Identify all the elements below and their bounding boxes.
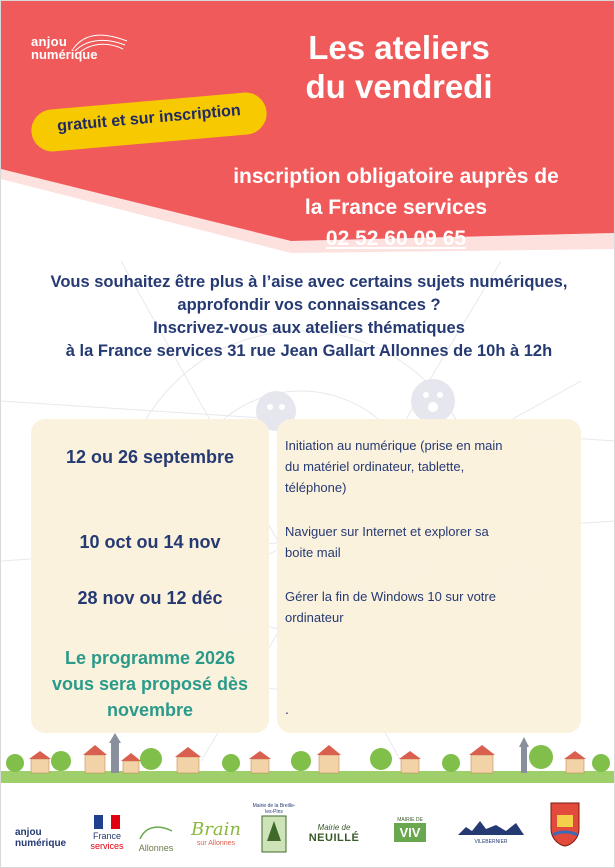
session-desc-1 [285,435,575,498]
footer-viv: VIV [394,823,427,842]
footer-anjou-l1: anjou [15,827,42,838]
bullet-dot: . [285,701,289,717]
footer-france-l2: services [90,841,124,851]
programme-line-1: Le programme 2026 [64,648,236,668]
session-1-desc-line: Initiation au numérique (prise en main [285,438,503,453]
village-illustration [1,733,615,783]
session-3-desc-line: Gérer la fin de Windows 10 sur votre [285,589,496,604]
intro-line-2: approfondir vos connaissances ? [177,296,441,314]
crest-shield-icon [549,801,581,847]
partner-logos [1,791,615,868]
allonnes-logo [129,823,183,853]
session-desc-2 [285,521,575,563]
allonnes-leaf-icon [136,823,176,841]
footer-mairie-small: Mairie de la Breille-les-Pins [252,803,296,815]
title-line-2: du vendredi [305,68,493,105]
programme-2026-note [31,645,269,723]
france-services-logo [87,815,127,851]
session-1-desc-line: téléphone) [285,480,347,495]
footer-brain-l2: sur Allonnes [196,840,236,847]
neuille-logo [301,823,367,844]
title-line-1: Les ateliers [308,29,490,66]
logo-line-1: anjou [31,34,68,49]
vilebernier-logo [449,819,533,845]
inscription-line-2: la France services [304,196,488,219]
intro-line-1: Vous souhaitez être plus à l’aise avec certains sujets numériques, [50,273,568,291]
session-2-desc-line: Naviguer sur Internet et explorer sa [285,524,489,539]
intro-line-4: à la France services 31 rue Jean Gallart Allonnes de 10h à 12h [65,342,553,360]
badge-text: gratuit et sur inscription [56,102,242,135]
footer-france-l1: France [92,831,121,841]
footer-neuille-l1: Mairie de [317,823,351,832]
session-date-1: 12 ou 26 septembre [65,447,235,467]
inscription-block [186,161,606,254]
session-date-2: 10 oct ou 14 nov [79,532,221,552]
intro-line-3: Inscrivez-vous aux ateliers thématiques [153,319,465,337]
brain-allonnes-logo [187,819,245,847]
skyline-icon [456,819,526,837]
footer-anjou-l2: numérique [15,838,67,849]
intro-text [9,271,609,363]
inscription-line-1: inscription obligatoire auprès de [233,165,559,188]
programme-line-3: novembre [106,700,194,720]
session-date-3: 28 nov ou 12 déc [77,588,223,608]
footer-neuille-l2: NEUILLÉ [308,832,360,844]
breille-les-pins-logo [251,803,297,855]
programme-line-2: vous sera proposé dès [51,674,249,694]
anjou-numerique-footer-logo [15,827,79,849]
session-3-desc-line: ordinateur [285,610,344,625]
session-desc-3 [285,586,575,628]
town-crest-logo [547,801,583,849]
phone-number[interactable]: 02 52 60 09 65 [325,227,467,250]
vivy-logo [381,817,439,842]
logo-swirl-icon [71,29,131,59]
breille-crest-icon [261,815,287,853]
logo-line-2: numérique [31,47,98,62]
french-flag-icon [94,815,120,829]
footer-vilebernier: VILEBERNIER [474,839,508,845]
page-title [249,28,549,106]
footer-allonnes: Allonnes [138,843,174,853]
session-1-desc-line: du matériel ordinateur, tablette, [285,459,465,474]
footer-brain-l1: Brain [191,819,241,840]
footer-vivy-small: MAIRIE DE [397,817,423,823]
session-2-desc-line: boite mail [285,545,341,560]
